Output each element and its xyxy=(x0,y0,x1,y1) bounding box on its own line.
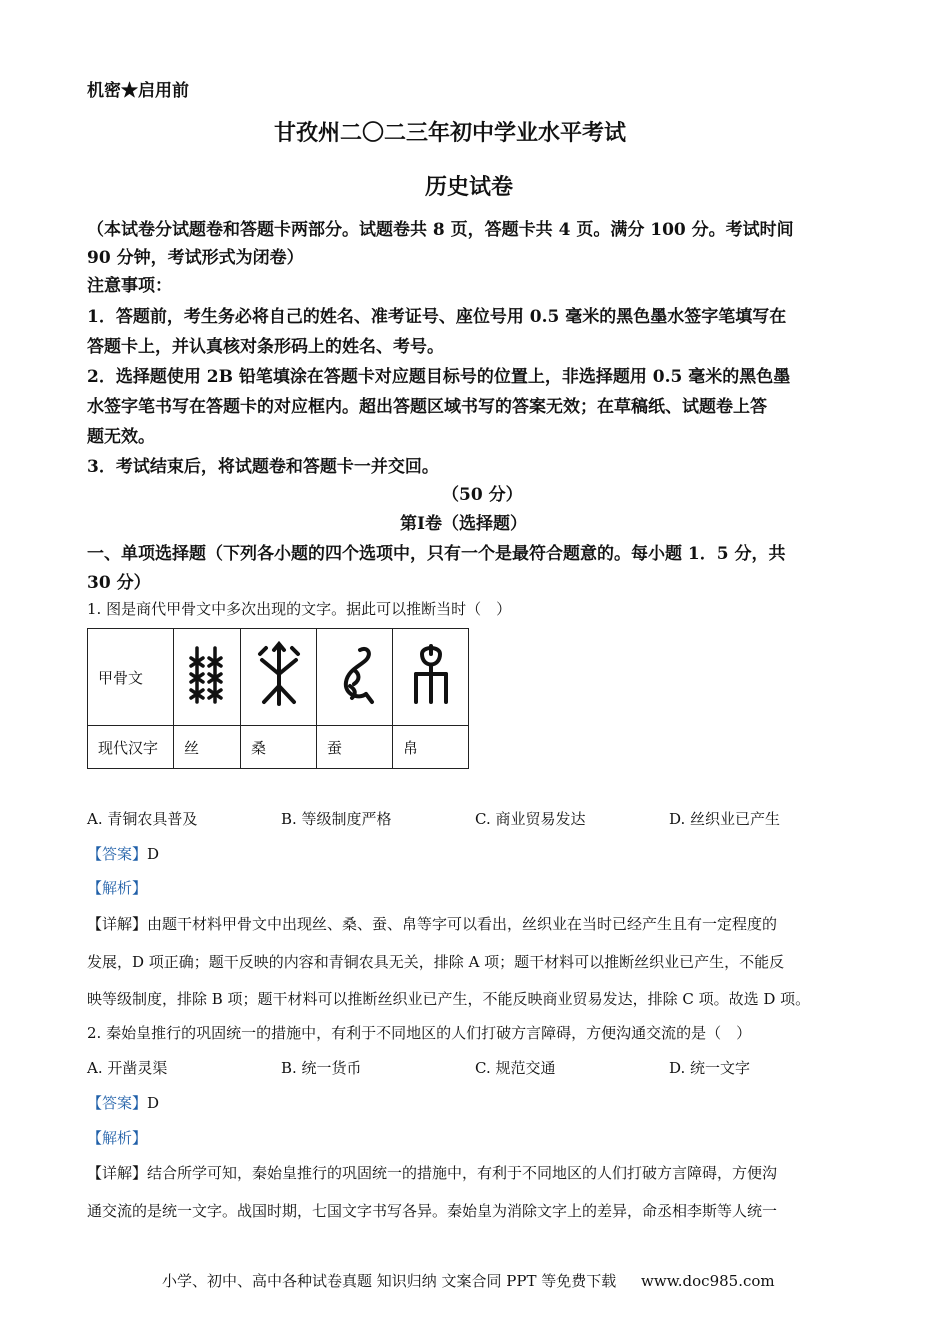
note-1a: 1．答题前，考生务必将自己的姓名、准考证号、座位号用 0.5 毫米的黑色墨水签字笔填写在 xyxy=(87,307,787,327)
q2-option-d: D. 统一文字 xyxy=(669,1059,751,1077)
detail-text: 由题干材料甲骨文中出现丝、桑、蚕、帛等字可以看出，丝织业在当时已经产生且有一定程度的 xyxy=(147,915,778,933)
q2-detail-1 xyxy=(87,1162,777,1183)
answer-tag: 【答案】 xyxy=(87,845,148,863)
table-label-oracle: 甲骨文 xyxy=(88,629,174,726)
table-label-modern: 现代汉字 xyxy=(88,726,174,769)
q1-detail-2: 发展，D 项正确；题干反映的内容和青铜农具无关，排除 A 项；题干材料可以推断丝织业已产生，不能反 xyxy=(87,953,785,971)
answer-tag: 【答案】 xyxy=(87,1094,148,1112)
q2-answer xyxy=(87,1092,159,1113)
q1-option-c: C. 商业贸易发达 xyxy=(475,810,586,828)
exam-title: 甘孜州二〇二三年初中学业水平考试 xyxy=(274,120,627,146)
q1-detail-1 xyxy=(87,913,777,934)
note-3: 3．考试结束后，将试题卷和答题卡一并交回。 xyxy=(87,457,439,477)
oracle-glyph-sang xyxy=(241,629,317,726)
note-2a: 2．选择题使用 2B 铅笔填涂在答题卡对应题目标号的位置上，非选择题用 0.5 毫米的黑色墨 xyxy=(87,367,791,387)
part-score: （50 分） xyxy=(442,485,523,505)
modern-char-1: 丝 xyxy=(174,726,241,769)
answer-value: D xyxy=(147,1094,160,1112)
detail-tag: 【详解】 xyxy=(87,915,148,933)
intro-line-2: 90 分钟，考试形式为闭卷） xyxy=(87,248,304,268)
note-2c: 题无效。 xyxy=(87,427,155,447)
q2-stem: 2. 秦始皇推行的巩固统一的措施中，有利于不同地区的人们打破方言障碍，方便沟通交流的是（ ） xyxy=(87,1024,752,1042)
oracle-silkworm-icon xyxy=(330,640,380,710)
q1-detail-3: 映等级制度，排除 B 项；题干材料可以推断丝织业已产生，不能反映商业贸易发达，排除 C 项。故选 D 项。 xyxy=(87,990,811,1008)
detail-text: 结合所学可知，秦始皇推行的巩固统一的措施中，有利于不同地区的人们打破方言障碍，方便沟 xyxy=(147,1164,778,1182)
q2-option-b: B. 统一货币 xyxy=(281,1059,362,1077)
oracle-bone-table xyxy=(87,628,469,769)
modern-char-3: 蚕 xyxy=(317,726,393,769)
oracle-silk-fabric-icon xyxy=(406,640,456,710)
oracle-glyph-can xyxy=(317,629,393,726)
section-line-2: 30 分） xyxy=(87,573,151,593)
q1-option-b: B. 等级制度严格 xyxy=(281,810,392,828)
oracle-glyph-bo xyxy=(393,629,469,726)
modern-char-4: 帛 xyxy=(393,726,469,769)
detail-tag: 【详解】 xyxy=(87,1164,148,1182)
oracle-glyph-si xyxy=(174,629,241,726)
modern-char-2: 桑 xyxy=(241,726,317,769)
intro-line-1: （本试卷分试题卷和答题卡两部分。试题卷共 8 页，答题卡共 4 页。满分 100 分。考试时间 xyxy=(87,220,794,240)
q2-analysis-tag: 【解析】 xyxy=(87,1129,148,1147)
q2-option-a: A. 开凿灵渠 xyxy=(87,1059,168,1077)
answer-value: D xyxy=(147,845,160,863)
note-1b: 答题卡上，并认真核对条形码上的姓名、考号。 xyxy=(87,337,444,357)
q1-option-a: A. 青铜农具普及 xyxy=(87,810,198,828)
q1-option-d: D. 丝织业已产生 xyxy=(669,810,781,828)
section-line-1: 一、单项选择题（下列各小题的四个选项中，只有一个是最符合题意的。每小题 1．5 分，共 xyxy=(87,544,786,564)
q1-analysis-tag: 【解析】 xyxy=(87,879,148,897)
note-2b: 水签字笔书写在答题卡的对应框内。超出答题区域书写的答案无效；在草稿纸、试题卷上答 xyxy=(87,397,767,417)
notes-heading: 注意事项： xyxy=(87,276,172,296)
oracle-mulberry-icon xyxy=(254,640,304,710)
part-name: 第Ⅰ卷（选择题） xyxy=(400,514,527,534)
oracle-silk-icon xyxy=(187,640,227,710)
q1-answer xyxy=(87,843,159,864)
confidential-label: 机密★启用前 xyxy=(87,81,189,101)
footer xyxy=(162,1270,775,1291)
q1-stem: 1. 图是商代甲骨文中多次出现的文字。据此可以推断当时（ ） xyxy=(87,600,512,618)
footer-text: 小学、初中、高中各种试卷真题 知识归纳 文案合同 PPT 等免费下载 xyxy=(162,1272,617,1290)
exam-subtitle: 历史试卷 xyxy=(425,174,514,200)
q2-detail-2: 通交流的是统一文字。战国时期，七国文字书写各异。秦始皇为消除文字上的差异，命丞相李斯等人统一 xyxy=(87,1202,778,1220)
q2-option-c: C. 规范交通 xyxy=(475,1059,556,1077)
footer-site[interactable]: www.doc985.com xyxy=(641,1272,775,1290)
